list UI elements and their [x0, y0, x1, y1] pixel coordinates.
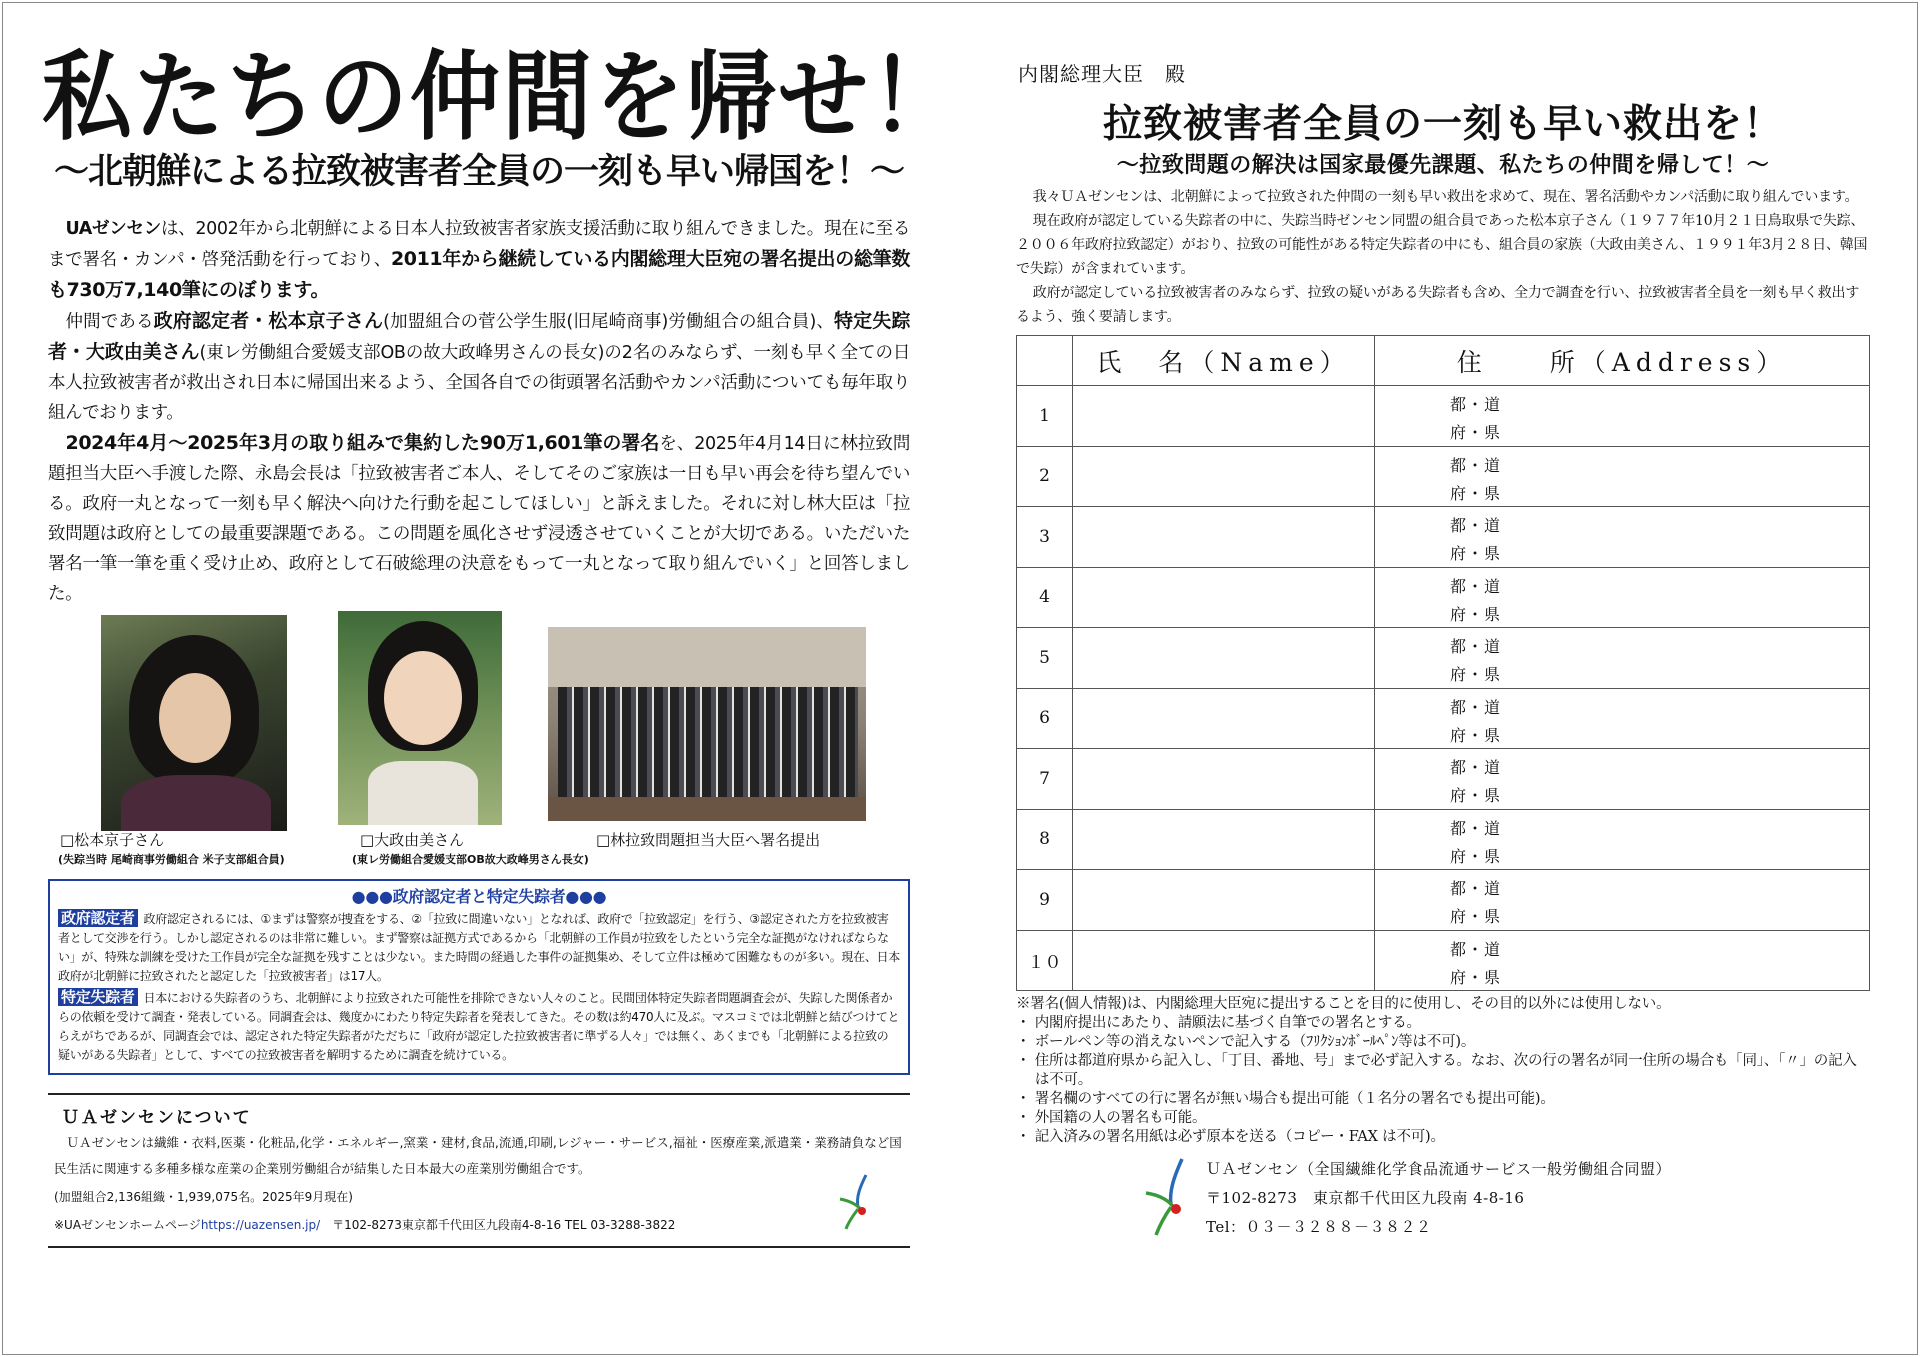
- table-row: [1017, 688, 1870, 749]
- photo1-subcaption: (失踪当時 尾崎商事労働組合 米子支部組合員): [58, 853, 285, 866]
- org-info: [1206, 1155, 1870, 1242]
- pref-label-bottom: 府・県: [1450, 423, 1502, 442]
- address-field[interactable]: [1375, 628, 1870, 689]
- notes-list: [1016, 1014, 1870, 1147]
- text: にのぼります。: [200, 279, 330, 301]
- photo-group-submission: [548, 627, 866, 821]
- name-field[interactable]: [1073, 507, 1375, 568]
- paragraph-1: [48, 214, 910, 306]
- table-row: [1017, 507, 1870, 568]
- hp-label: ※UAゼンセンホームページ: [54, 1218, 201, 1232]
- org-address: 〒102-8273 東京都千代田区九段南 4-8-16: [1206, 1189, 1525, 1207]
- definition-text: 政府認定されるには、①まずは警察が捜査をする、②「拉致に間違いない」となれば、政府で「拉致認定」を行う、③認定された方を拉致被害者として交渉を行う。しかし認定されるのは非常に難しい。まず警察は証拠方式であるから「北朝鮮の工作員が拉致をしたという完全な証拠がなければならない」が、特殊な訓練を受けた工作員が完全な証拠を残すことは少ない。また時間の経過した事件の証拠集め、そして立件は極めて困難なものが多い。現在、日本政府が北朝鮮に拉致されたと認定した「拉致被害者」は17人。: [58, 912, 900, 983]
- row-number: 5: [1017, 628, 1073, 689]
- row-number: 2: [1017, 446, 1073, 507]
- address-field[interactable]: [1375, 749, 1870, 810]
- petition-subtitle: ～拉致問題の解決は国家最優先課題、私たちの仲間を帰して！～: [1116, 153, 1770, 178]
- definitions-box: [48, 879, 910, 1075]
- note-item: ・ ボールペン等の消えないペンで記入する（ﾌﾘｸｼｮﾝﾎﾞｰﾙﾍﾟﾝ等は不可)。: [1016, 1033, 1870, 1052]
- pref-label-bottom: 府・県: [1450, 544, 1502, 563]
- row-number: １０: [1017, 930, 1073, 991]
- name-field[interactable]: [1073, 688, 1375, 749]
- photo-matsumoto: [101, 615, 287, 831]
- note-main: ※署名(個人情報)は、内閣総理大臣宛に提出することを目的に使用し、その目的以外には使用しない。: [1016, 996, 1671, 1012]
- table-row: [1017, 809, 1870, 870]
- address-field[interactable]: [1375, 446, 1870, 507]
- pref-label-top: 都・道: [1450, 818, 1502, 838]
- ua-logo-icon: [1142, 1157, 1200, 1237]
- name-field[interactable]: [1073, 446, 1375, 507]
- emph-text: 特定失踪者・大政由美さん: [48, 310, 911, 363]
- emph-text: 2024年4月～2025年3月の取り組みで集約した90万1,601筆の署名: [65, 432, 660, 454]
- pref-label-bottom: 府・県: [1450, 604, 1502, 624]
- photo1-caption: □松本京子さん: [60, 831, 165, 849]
- note-item: ・ 内閣府提出にあたり、請願法に基づく自筆での署名とする。: [1016, 1014, 1870, 1033]
- face-shape: [159, 673, 231, 763]
- flowers-shape: [368, 761, 478, 825]
- left-page: [42, 40, 962, 1248]
- name-field[interactable]: [1073, 749, 1375, 810]
- address-field[interactable]: [1375, 930, 1870, 991]
- people-shape: [558, 687, 858, 797]
- row-number: 6: [1017, 688, 1073, 749]
- address-field[interactable]: [1375, 870, 1870, 931]
- photo-row: [48, 615, 910, 865]
- main-title: 私たちの仲間を帰せ！: [42, 40, 962, 155]
- pref-label-top: 都・道: [1450, 516, 1502, 535]
- emph-text: 政府認定者・松本京子さん: [153, 310, 384, 332]
- table-row: [1017, 446, 1870, 507]
- text: (加盟組合の菅公学生服(旧尾崎商事)労働組合の組合員)、: [383, 312, 835, 332]
- table-row: [1017, 628, 1870, 689]
- ua-logo-icon: [836, 1173, 882, 1231]
- petition-paragraph: 現在政府が認定している失踪者の中に、失踪当時ゼンセン同盟の組合員であった松本京子さん（１９７７年10月２１日鳥取県で失踪、２００６年政府拉致認定）がおり、拉致の可能性がある特定失踪者の中にも、組合員の家族（大政由美さん、１９９１年3月２８日、韓国で失踪）が含まれています。: [1016, 213, 1868, 277]
- row-number: 7: [1017, 749, 1073, 810]
- face-shape: [384, 651, 462, 745]
- main-subtitle: ～北朝鮮による拉致被害者全員の一刻も早い帰国を！～: [53, 152, 904, 192]
- text: (東レ労働組合愛媛支部OBの故大政峰男さんの長女)の2名のみならず、一刻も早く全ての日本人拉致被害者が救出され日本に帰国出来るよう、全国各自での街頭署名活動やカンパ活動についても毎年取り組んでおります。: [48, 343, 910, 423]
- table-header: [1017, 336, 1870, 386]
- row-number: 9: [1017, 870, 1073, 931]
- table-row: [1017, 749, 1870, 810]
- pref-label-top: 都・道: [1450, 939, 1502, 959]
- paragraph-3: [48, 428, 910, 609]
- floor-shape: [548, 797, 866, 821]
- paragraph-2: [48, 306, 910, 428]
- ceiling-shape: [548, 627, 866, 687]
- note-item: ・ 住所は都道府県から記入し、「丁目、番地、号」まで必ず記入する。なお、次の行の署名が同一住所の場合も「同」、「〃」の記入は不可。: [1016, 1052, 1870, 1090]
- note-item: ・ 記入済みの署名用紙は必ず原本を送る（コピー・FAX は不可)。: [1016, 1128, 1870, 1147]
- intro-text: [48, 214, 910, 609]
- address-field[interactable]: [1375, 386, 1870, 447]
- pref-label-bottom: 府・県: [1450, 967, 1502, 987]
- pref-label-bottom: 府・県: [1450, 483, 1502, 503]
- pref-label-top: 都・道: [1450, 637, 1502, 656]
- signature-table: [1016, 335, 1870, 991]
- photo-omasa: [338, 611, 502, 825]
- name-header: 氏 名（Name）: [1073, 336, 1375, 386]
- address-field[interactable]: [1375, 809, 1870, 870]
- name-field[interactable]: [1073, 870, 1375, 931]
- num-header: [1017, 336, 1073, 386]
- pref-label-top: 都・道: [1450, 697, 1502, 717]
- definition-text: 日本における失踪者のうち、北朝鮮により拉致された可能性を排除できない人々のこと。民間団体特定失踪者問題調査会が、失踪した関係者からの依頼を受けて調査・発表している。同調査会は、幾度かにわたり特定失踪者を発表してきた。その数は約470人に及ぶ。マスコミでは北朝鮮と結びつけてとらえがちであるが、同調査会では、認定された特定失踪者がただちに「政府が認定した拉致被害者に準ずる人々」では無く、あくまでも「北朝鮮による拉致の疑いがある失踪者」として、すべての拉致被害者を解明するために調査を続けている。: [58, 991, 900, 1062]
- name-field[interactable]: [1073, 386, 1375, 447]
- address-header: 住 所（Address）: [1375, 336, 1870, 386]
- address-field[interactable]: [1375, 688, 1870, 749]
- address-field[interactable]: [1375, 567, 1870, 628]
- notes: [1016, 995, 1870, 1147]
- row-number: 1: [1017, 386, 1073, 447]
- about-title: ＵＡゼンセンについて: [62, 1108, 252, 1128]
- name-field[interactable]: [1073, 809, 1375, 870]
- pref-label-bottom: 府・県: [1450, 907, 1502, 926]
- row-number: 4: [1017, 567, 1073, 628]
- address-text: 〒102-8273東京都千代田区九段南4-8-16 TEL 03-3288-3822: [332, 1218, 676, 1232]
- address-field[interactable]: [1375, 507, 1870, 568]
- note-item: ・ 署名欄のすべての行に署名が無い場合も提出可能（１名分の署名でも提出可能)。: [1016, 1090, 1870, 1109]
- definition-missing: [58, 988, 900, 1065]
- table-row: [1017, 930, 1870, 991]
- org-name: ＵＡゼンセン（全国繊維化学食品流通サービス一般労働組合同盟）: [1206, 1160, 1672, 1178]
- right-page: [1016, 58, 1870, 1242]
- text: を、2025年4月14日に林拉致問題担当大臣へ手渡した際、永島会長は「拉致被害者ご本人、そしてそのご家族は一日も早い再会を待ち望んでいる。政府一丸となって一刻も早く解決へ向けた行動を起こしてほしい」と訴えました。それに対し林大臣は「拉致問題は政府としての最重要課題である。この問題を風化させず浸透させていくことが大切である。いただいた署名一筆一筆を重く受け止め、政府として石破総理の決意をもって一丸となって取り組んでいく」と回答しました。: [48, 434, 910, 604]
- note-item: ・ 外国籍の人の署名も可能。: [1016, 1109, 1870, 1128]
- table-row: [1017, 386, 1870, 447]
- petition-paragraph: 政府が認定している拉致被害者のみならず、拉致の疑いがある失踪者も含め、全力で調査を行い、拉致被害者全員を一刻も早く救出するよう、強く要請します。: [1016, 285, 1860, 325]
- emph-text: UAゼンセン: [65, 219, 161, 239]
- tag-missing: 特定失踪者: [58, 988, 138, 1006]
- name-field[interactable]: [1073, 930, 1375, 991]
- pref-label-top: 都・道: [1450, 576, 1502, 596]
- emph-text: 2011年から継続している内閣総理大臣宛の署名提出の総筆数も730万7,140筆: [48, 248, 910, 301]
- addressee: 内閣総理大臣 殿: [1018, 62, 1186, 86]
- photo2-caption: □大政由美さん: [360, 831, 465, 849]
- name-field[interactable]: [1073, 628, 1375, 689]
- clothing-shape: [121, 775, 271, 831]
- homepage-link[interactable]: https://uazensen.jp/: [200, 1218, 321, 1232]
- row-number: 8: [1017, 809, 1073, 870]
- pref-label-bottom: 府・県: [1450, 846, 1502, 866]
- petition-paragraph: 我々ＵＡゼンセンは、北朝鮮によって拉致された仲間の一刻も早い救出を求めて、現在、署名活動やカンパ活動に取り組んでいます。: [1032, 189, 1859, 205]
- photo3-caption: □林拉致問題担当大臣へ署名提出: [596, 831, 821, 849]
- name-field[interactable]: [1073, 567, 1375, 628]
- about-contact: [54, 1212, 904, 1238]
- pref-label-bottom: 府・県: [1450, 725, 1502, 745]
- petition-title: 拉致被害者全員の一刻も早い救出を！: [1102, 102, 1783, 147]
- about-text: ＵＡゼンセンは繊維・衣料,医薬・化粧品,化学・エネルギー,窯業・建材,食品,流通,印刷,レジャー・サービス,福祉・医療産業,派遣業・業務請負など国民生活に関連する多種多様な産業の企業別労働組合が結集した日本最大の産業別労働組合です。: [54, 1135, 902, 1176]
- pref-label-bottom: 府・県: [1450, 665, 1502, 684]
- pref-label-top: 都・道: [1450, 395, 1502, 414]
- pref-label-top: 都・道: [1450, 879, 1502, 898]
- photo2-subcaption: (東レ労働組合愛媛支部OB故大政峰男さん長女): [352, 853, 589, 866]
- row-number: 3: [1017, 507, 1073, 568]
- table-row: [1017, 567, 1870, 628]
- pref-label-top: 都・道: [1450, 455, 1502, 475]
- pref-label-top: 都・道: [1450, 758, 1502, 777]
- pref-label-bottom: 府・県: [1450, 786, 1502, 805]
- petition-body: [1016, 185, 1870, 329]
- text: 仲間である: [65, 312, 154, 332]
- text: は、2002年から北朝鮮による日本人拉致被害者家族支援活動に取り組んできました。現在に至るまで署名・カンパ・啓発活動を行っており、: [48, 219, 910, 270]
- tag-certified: 政府認定者: [58, 909, 138, 927]
- about-count: (加盟組合2,136組織・1,939,075名。2025年9月現在): [54, 1190, 353, 1204]
- table-row: [1017, 870, 1870, 931]
- about-section: [48, 1093, 910, 1248]
- box-title: ●●●政府認定者と特定失踪者●●●: [351, 887, 607, 906]
- org-tel: Tel：０３－３２８８－３８２２: [1206, 1218, 1432, 1236]
- definition-certified: [58, 909, 900, 986]
